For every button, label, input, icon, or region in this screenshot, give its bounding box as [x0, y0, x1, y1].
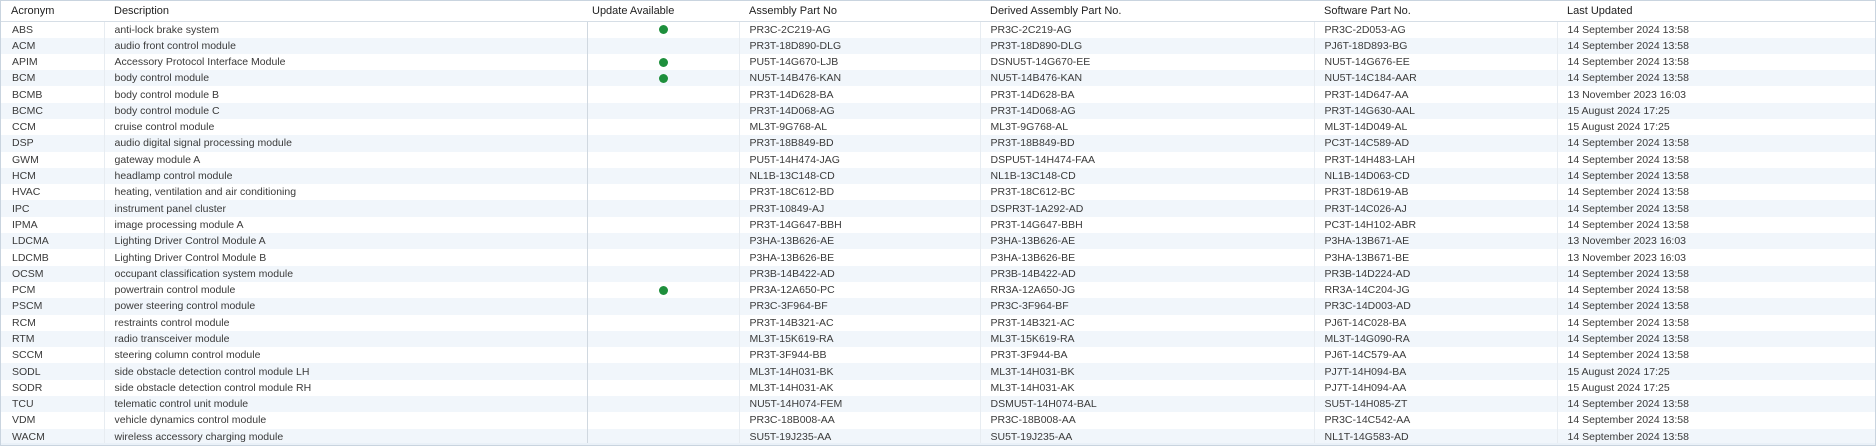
cell-assembly-part-no: ML3T-14H031-BK — [739, 363, 980, 379]
cell-acronym: HVAC — [1, 184, 104, 200]
cell-assembly-part-no: PR3T-18C612-BD — [739, 184, 980, 200]
cell-derived-assembly-part-no: PR3T-18D890-DLG — [980, 38, 1314, 54]
cell-last-updated: 14 September 2024 13:58 — [1557, 331, 1875, 347]
table-row[interactable] — [1, 282, 1875, 298]
table-row[interactable] — [1, 86, 1875, 102]
cell-last-updated: 14 September 2024 13:58 — [1557, 217, 1875, 233]
cell-software-part-no: P3HA-13B671-AE — [1314, 233, 1557, 249]
table-row[interactable] — [1, 119, 1875, 135]
cell-derived-assembly-part-no: PR3T-14D628-BA — [980, 86, 1314, 102]
cell-acronym: CCM — [1, 119, 104, 135]
cell-update-available — [587, 233, 739, 249]
cell-assembly-part-no: PR3T-14D628-BA — [739, 86, 980, 102]
cell-update-available — [587, 103, 739, 119]
cell-derived-assembly-part-no: ML3T-14H031-AK — [980, 380, 1314, 396]
cell-derived-assembly-part-no: P3HA-13B626-BE — [980, 249, 1314, 265]
cell-description: Lighting Driver Control Module B — [104, 249, 587, 265]
cell-acronym: SODR — [1, 380, 104, 396]
cell-assembly-part-no: PR3T-18D890-DLG — [739, 38, 980, 54]
cell-software-part-no: NU5T-14G676-EE — [1314, 54, 1557, 70]
cell-assembly-part-no: NU5T-14H074-FEM — [739, 396, 980, 412]
cell-acronym: BCMB — [1, 86, 104, 102]
cell-description: image processing module A — [104, 217, 587, 233]
cell-acronym: IPMA — [1, 217, 104, 233]
cell-last-updated: 14 September 2024 13:58 — [1557, 282, 1875, 298]
cell-software-part-no: PJ6T-18D893-BG — [1314, 38, 1557, 54]
cell-update-available — [587, 380, 739, 396]
cell-software-part-no: PR3C-14C542-AA — [1314, 412, 1557, 428]
cell-software-part-no: PR3T-18D619-AB — [1314, 184, 1557, 200]
cell-last-updated: 13 November 2023 16:03 — [1557, 249, 1875, 265]
cell-description: side obstacle detection control module RH — [104, 380, 587, 396]
cell-description: radio transceiver module — [104, 331, 587, 347]
update-available-dot-icon — [659, 74, 668, 83]
cell-software-part-no: PR3T-14G630-AAL — [1314, 103, 1557, 119]
cell-software-part-no: PJ7T-14H094-AA — [1314, 380, 1557, 396]
cell-last-updated: 15 August 2024 17:25 — [1557, 380, 1875, 396]
table-row[interactable] — [1, 396, 1875, 412]
column-header-assembly-part-no[interactable]: Assembly Part No — [739, 1, 980, 21]
cell-software-part-no: PJ6T-14C579-AA — [1314, 347, 1557, 363]
cell-last-updated: 15 August 2024 17:25 — [1557, 363, 1875, 379]
cell-derived-assembly-part-no: PR3T-3F944-BA — [980, 347, 1314, 363]
cell-derived-assembly-part-no: ML3T-9G768-AL — [980, 119, 1314, 135]
cell-description: body control module — [104, 70, 587, 86]
table-row[interactable] — [1, 412, 1875, 428]
cell-last-updated: 14 September 2024 13:58 — [1557, 200, 1875, 216]
cell-description: gateway module A — [104, 152, 587, 168]
cell-last-updated: 14 September 2024 13:58 — [1557, 429, 1875, 445]
cell-acronym: HCM — [1, 168, 104, 184]
cell-assembly-part-no: PR3B-14B422-AD — [739, 266, 980, 282]
cell-software-part-no: NU5T-14C184-AAR — [1314, 70, 1557, 86]
cell-description: heating, ventilation and air conditioning — [104, 184, 587, 200]
table-row[interactable] — [1, 298, 1875, 314]
cell-last-updated: 14 September 2024 13:58 — [1557, 315, 1875, 331]
cell-description: audio front control module — [104, 38, 587, 54]
cell-assembly-part-no: PR3T-18B849-BD — [739, 135, 980, 151]
update-available-dot-icon — [659, 58, 668, 67]
cell-update-available — [587, 249, 739, 265]
cell-assembly-part-no: PR3A-12A650-PC — [739, 282, 980, 298]
cell-assembly-part-no: P3HA-13B626-BE — [739, 249, 980, 265]
cell-description: headlamp control module — [104, 168, 587, 184]
cell-derived-assembly-part-no: PR3T-14D068-AG — [980, 103, 1314, 119]
cell-assembly-part-no: PR3T-14G647-BBH — [739, 217, 980, 233]
cell-software-part-no: P3HA-13B671-BE — [1314, 249, 1557, 265]
table-row[interactable] — [1, 70, 1875, 86]
cell-acronym: WACM — [1, 429, 104, 445]
cell-last-updated: 14 September 2024 13:58 — [1557, 396, 1875, 412]
cell-update-available — [587, 315, 739, 331]
cell-description: side obstacle detection control module LH — [104, 363, 587, 379]
cell-software-part-no: NL1B-14D063-CD — [1314, 168, 1557, 184]
cell-derived-assembly-part-no: PR3C-2C219-AG — [980, 21, 1314, 38]
cell-update-available — [587, 54, 739, 70]
table-row[interactable] — [1, 249, 1875, 265]
cell-update-available — [587, 184, 739, 200]
table-row[interactable] — [1, 363, 1875, 379]
cell-derived-assembly-part-no: PR3T-18B849-BD — [980, 135, 1314, 151]
cell-software-part-no: PR3T-14D647-AA — [1314, 86, 1557, 102]
cell-software-part-no: PC3T-14C589-AD — [1314, 135, 1557, 151]
cell-description: vehicle dynamics control module — [104, 412, 587, 428]
column-header-software-part-no[interactable]: Software Part No. — [1314, 1, 1557, 21]
cell-derived-assembly-part-no: PR3T-14B321-AC — [980, 315, 1314, 331]
cell-update-available — [587, 266, 739, 282]
cell-update-available — [587, 363, 739, 379]
cell-last-updated: 14 September 2024 13:58 — [1557, 412, 1875, 428]
cell-update-available — [587, 412, 739, 428]
column-header-derived-assembly-part-no[interactable]: Derived Assembly Part No. — [980, 1, 1314, 21]
table-row[interactable] — [1, 331, 1875, 347]
table-row[interactable] — [1, 266, 1875, 282]
cell-acronym: RTM — [1, 331, 104, 347]
cell-last-updated: 13 November 2023 16:03 — [1557, 233, 1875, 249]
cell-description: power steering control module — [104, 298, 587, 314]
table-row[interactable] — [1, 54, 1875, 70]
cell-description: body control module C — [104, 103, 587, 119]
cell-last-updated: 14 September 2024 13:58 — [1557, 347, 1875, 363]
cell-description: body control module B — [104, 86, 587, 102]
update-available-dot-icon — [659, 25, 668, 34]
cell-update-available — [587, 347, 739, 363]
cell-derived-assembly-part-no: ML3T-15K619-RA — [980, 331, 1314, 347]
cell-acronym: RCM — [1, 315, 104, 331]
cell-assembly-part-no: PR3T-3F944-BB — [739, 347, 980, 363]
table-body — [1, 21, 1875, 445]
cell-description: telematic control unit module — [104, 396, 587, 412]
cell-acronym: SODL — [1, 363, 104, 379]
cell-last-updated: 14 September 2024 13:58 — [1557, 70, 1875, 86]
cell-derived-assembly-part-no: ML3T-14H031-BK — [980, 363, 1314, 379]
cell-derived-assembly-part-no: NU5T-14B476-KAN — [980, 70, 1314, 86]
cell-software-part-no: PR3T-14H483-LAH — [1314, 152, 1557, 168]
column-header-update-available[interactable]: Update Available — [587, 1, 739, 21]
table-row[interactable] — [1, 103, 1875, 119]
cell-update-available — [587, 282, 739, 298]
cell-software-part-no: RR3A-14C204-JG — [1314, 282, 1557, 298]
cell-update-available — [587, 38, 739, 54]
cell-last-updated: 14 September 2024 13:58 — [1557, 184, 1875, 200]
cell-assembly-part-no: ML3T-9G768-AL — [739, 119, 980, 135]
table-row[interactable] — [1, 135, 1875, 151]
cell-software-part-no: PR3B-14D224-AD — [1314, 266, 1557, 282]
cell-derived-assembly-part-no: PR3T-18C612-BC — [980, 184, 1314, 200]
column-header-acronym[interactable]: Acronym — [1, 1, 104, 21]
cell-software-part-no: PJ7T-14H094-BA — [1314, 363, 1557, 379]
cell-update-available — [587, 70, 739, 86]
column-header-description[interactable]: Description — [104, 1, 587, 21]
cell-derived-assembly-part-no: PR3T-14G647-BBH — [980, 217, 1314, 233]
cell-last-updated: 14 September 2024 13:58 — [1557, 298, 1875, 314]
cell-description: instrument panel cluster — [104, 200, 587, 216]
cell-assembly-part-no: PR3T-14D068-AG — [739, 103, 980, 119]
cell-description: occupant classification system module — [104, 266, 587, 282]
cell-description: steering column control module — [104, 347, 587, 363]
cell-software-part-no: PR3T-14C026-AJ — [1314, 200, 1557, 216]
cell-update-available — [587, 396, 739, 412]
cell-derived-assembly-part-no: PR3B-14B422-AD — [980, 266, 1314, 282]
cell-assembly-part-no: ML3T-14H031-AK — [739, 380, 980, 396]
cell-last-updated: 14 September 2024 13:58 — [1557, 21, 1875, 38]
cell-acronym: SCCM — [1, 347, 104, 363]
cell-software-part-no: PC3T-14H102-ABR — [1314, 217, 1557, 233]
update-available-dot-icon — [659, 286, 668, 295]
cell-assembly-part-no: PR3C-2C219-AG — [739, 21, 980, 38]
cell-description: powertrain control module — [104, 282, 587, 298]
table-row[interactable] — [1, 184, 1875, 200]
cell-acronym: LDCMB — [1, 249, 104, 265]
table-row[interactable] — [1, 380, 1875, 396]
cell-acronym: IPC — [1, 200, 104, 216]
cell-assembly-part-no: PR3T-14B321-AC — [739, 315, 980, 331]
cell-assembly-part-no: SU5T-19J235-AA — [739, 429, 980, 445]
table-row[interactable] — [1, 152, 1875, 168]
cell-assembly-part-no: PR3C-3F964-BF — [739, 298, 980, 314]
cell-last-updated: 15 August 2024 17:25 — [1557, 103, 1875, 119]
cell-last-updated: 14 September 2024 13:58 — [1557, 266, 1875, 282]
cell-derived-assembly-part-no: P3HA-13B626-AE — [980, 233, 1314, 249]
cell-assembly-part-no: NU5T-14B476-KAN — [739, 70, 980, 86]
cell-last-updated: 15 August 2024 17:25 — [1557, 119, 1875, 135]
cell-last-updated: 14 September 2024 13:58 — [1557, 135, 1875, 151]
cell-software-part-no: PR3C-14D003-AD — [1314, 298, 1557, 314]
table-row[interactable] — [1, 217, 1875, 233]
cell-description: Accessory Protocol Interface Module — [104, 54, 587, 70]
cell-acronym: APIM — [1, 54, 104, 70]
cell-assembly-part-no: ML3T-15K619-RA — [739, 331, 980, 347]
table-row[interactable] — [1, 347, 1875, 363]
cell-acronym: BCM — [1, 70, 104, 86]
cell-update-available — [587, 168, 739, 184]
cell-assembly-part-no: PU5T-14H474-JAG — [739, 152, 980, 168]
cell-acronym: PSCM — [1, 298, 104, 314]
cell-update-available — [587, 200, 739, 216]
cell-acronym: LDCMA — [1, 233, 104, 249]
cell-description: wireless accessory charging module — [104, 429, 587, 445]
cell-derived-assembly-part-no: RR3A-12A650-JG — [980, 282, 1314, 298]
cell-update-available — [587, 21, 739, 38]
cell-last-updated: 14 September 2024 13:58 — [1557, 54, 1875, 70]
cell-last-updated: 14 September 2024 13:58 — [1557, 168, 1875, 184]
column-header-last-updated[interactable]: Last Updated — [1557, 1, 1875, 21]
cell-software-part-no: ML3T-14G090-RA — [1314, 331, 1557, 347]
cell-derived-assembly-part-no: DSPU5T-14H474-FAA — [980, 152, 1314, 168]
table-row[interactable] — [1, 168, 1875, 184]
cell-software-part-no: SU5T-14H085-ZT — [1314, 396, 1557, 412]
cell-derived-assembly-part-no: PR3C-18B008-AA — [980, 412, 1314, 428]
cell-acronym: OCSM — [1, 266, 104, 282]
cell-acronym: DSP — [1, 135, 104, 151]
cell-acronym: ACM — [1, 38, 104, 54]
cell-software-part-no: PJ6T-14C028-BA — [1314, 315, 1557, 331]
cell-assembly-part-no: PR3C-18B008-AA — [739, 412, 980, 428]
cell-acronym: TCU — [1, 396, 104, 412]
cell-description: audio digital signal processing module — [104, 135, 587, 151]
cell-acronym: BCMC — [1, 103, 104, 119]
cell-derived-assembly-part-no: SU5T-19J235-AA — [980, 429, 1314, 445]
cell-software-part-no: ML3T-14D049-AL — [1314, 119, 1557, 135]
cell-update-available — [587, 135, 739, 151]
cell-last-updated: 13 November 2023 16:03 — [1557, 86, 1875, 102]
cell-acronym: VDM — [1, 412, 104, 428]
cell-assembly-part-no: PR3T-10849-AJ — [739, 200, 980, 216]
cell-derived-assembly-part-no: DSMU5T-14H074-BAL — [980, 396, 1314, 412]
table-row[interactable] — [1, 315, 1875, 331]
cell-acronym: ABS — [1, 21, 104, 38]
cell-acronym: PCM — [1, 282, 104, 298]
cell-description: restraints control module — [104, 315, 587, 331]
cell-update-available — [587, 152, 739, 168]
cell-description: anti-lock brake system — [104, 21, 587, 38]
cell-update-available — [587, 119, 739, 135]
table-header — [1, 1, 1875, 21]
module-table — [1, 1, 1876, 445]
cell-update-available — [587, 331, 739, 347]
cell-assembly-part-no: NL1B-13C148-CD — [739, 168, 980, 184]
cell-software-part-no: NL1T-14G583-AD — [1314, 429, 1557, 445]
cell-derived-assembly-part-no: NL1B-13C148-CD — [980, 168, 1314, 184]
table-row[interactable] — [1, 233, 1875, 249]
cell-description: cruise control module — [104, 119, 587, 135]
table-bottom-edge — [1, 443, 1875, 445]
table-row[interactable] — [1, 21, 1875, 38]
cell-assembly-part-no: P3HA-13B626-AE — [739, 233, 980, 249]
cell-software-part-no: PR3C-2D053-AG — [1314, 21, 1557, 38]
cell-derived-assembly-part-no: DSNU5T-14G670-EE — [980, 54, 1314, 70]
cell-description: Lighting Driver Control Module A — [104, 233, 587, 249]
cell-derived-assembly-part-no: DSPR3T-1A292-AD — [980, 200, 1314, 216]
cell-derived-assembly-part-no: PR3C-3F964-BF — [980, 298, 1314, 314]
cell-acronym: GWM — [1, 152, 104, 168]
table-row[interactable] — [1, 38, 1875, 54]
cell-update-available — [587, 86, 739, 102]
cell-last-updated: 14 September 2024 13:58 — [1557, 152, 1875, 168]
table-row[interactable] — [1, 200, 1875, 216]
cell-assembly-part-no: PU5T-14G670-LJB — [739, 54, 980, 70]
cell-update-available — [587, 217, 739, 233]
cell-update-available — [587, 298, 739, 314]
cell-last-updated: 14 September 2024 13:58 — [1557, 38, 1875, 54]
